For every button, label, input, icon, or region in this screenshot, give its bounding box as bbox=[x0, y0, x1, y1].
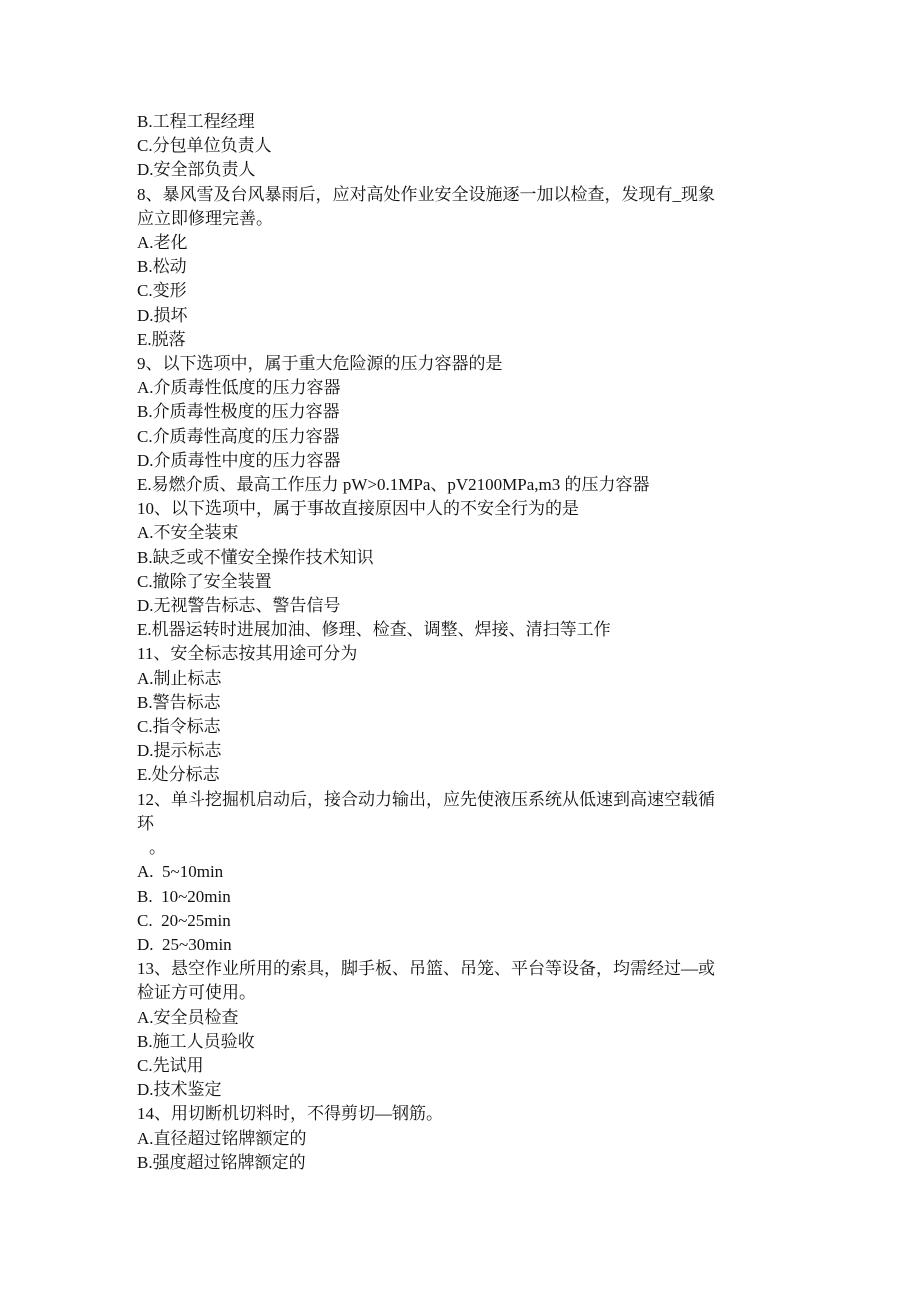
option-line: B.施工人员验收 bbox=[137, 1031, 255, 1051]
option-line: E.易燃介质、最高工作压力 pW>0.1MPa、pV2100MPa,m3 的压力容器 bbox=[137, 475, 650, 495]
question-14: 14、用切断机切料时，不得剪切—钢筋。 bbox=[137, 1104, 443, 1124]
question-11: 11、安全标志按其用途可分为 bbox=[137, 644, 358, 664]
option-line: E.处分标志 bbox=[137, 765, 220, 785]
option-line: A.不安全装束 bbox=[137, 523, 239, 543]
option-line: B.警告标志 bbox=[137, 692, 221, 712]
question-10: 10、以下选项中，属于事故直接原因中人的不安全行为的是 bbox=[137, 499, 579, 519]
question-13-line-2: 检证方可使用。 bbox=[137, 983, 256, 1003]
option-line: A. 5~10min bbox=[137, 862, 224, 882]
question-13-line-1: 13、悬空作业所用的索具，脚手板、吊篮、吊笼、平台等设备，均需经过—或 bbox=[137, 959, 715, 979]
option-line: A.制止标志 bbox=[137, 668, 222, 688]
option-line: C.分包单位负责人 bbox=[137, 136, 272, 156]
option-line: D.技术鉴定 bbox=[137, 1080, 222, 1100]
question-8-line-2: 应立即修理完善。 bbox=[137, 208, 273, 228]
option-line: B.介质毒性极度的压力容器 bbox=[137, 402, 340, 422]
option-line: E.脱落 bbox=[137, 329, 186, 349]
option-line: B.工程工程经理 bbox=[137, 112, 255, 131]
option-line: D. 25~30min bbox=[137, 934, 232, 954]
option-line: B.缺乏或不懂安全操作技术知识 bbox=[137, 547, 374, 567]
question-12-line-2: 环 bbox=[137, 813, 154, 833]
option-line: D.介质毒性中度的压力容器 bbox=[137, 450, 341, 470]
option-line: C.介质毒性高度的压力容器 bbox=[137, 426, 340, 446]
option-line: B.松动 bbox=[137, 257, 187, 277]
option-line: C.指令标志 bbox=[137, 717, 221, 737]
option-line: C. 20~25min bbox=[137, 910, 231, 930]
question-8-line-1: 8、暴风雪及台风暴雨后，应对高处作业安全设施逐一加以检查，发现有_现象 bbox=[137, 184, 715, 204]
option-line: A.安全员检查 bbox=[137, 1007, 239, 1027]
option-line: A.直径超过铭牌额定的 bbox=[137, 1128, 307, 1148]
option-line: D.安全部负责人 bbox=[137, 160, 256, 180]
document-body bbox=[137, 110, 797, 1175]
option-line: D.提示标志 bbox=[137, 741, 222, 761]
option-line: A.介质毒性低度的压力容器 bbox=[137, 378, 341, 398]
option-line: D.无视警告标志、警告信号 bbox=[137, 596, 341, 616]
option-line: A.老化 bbox=[137, 233, 188, 253]
question-9: 9、以下选项中，属于重大危险源的压力容器的是 bbox=[137, 354, 503, 374]
option-line: E.机器运转时进展加油、修理、检查、调整、焊接、清扫等工作 bbox=[137, 620, 611, 640]
option-line: C.变形 bbox=[137, 281, 187, 301]
option-line: B.强度超过铭牌额定的 bbox=[137, 1152, 306, 1172]
option-line: C.撤除了安全装置 bbox=[137, 571, 272, 591]
option-line: B. 10~20min bbox=[137, 886, 231, 906]
question-12-line-1: 12、单斗挖掘机启动后，接合动力输出，应先使液压系统从低速到高速空载循 bbox=[137, 789, 715, 809]
question-12-line-3: 。 bbox=[149, 838, 166, 858]
option-line: D.损坏 bbox=[137, 305, 188, 325]
option-line: C.先试用 bbox=[137, 1055, 204, 1075]
